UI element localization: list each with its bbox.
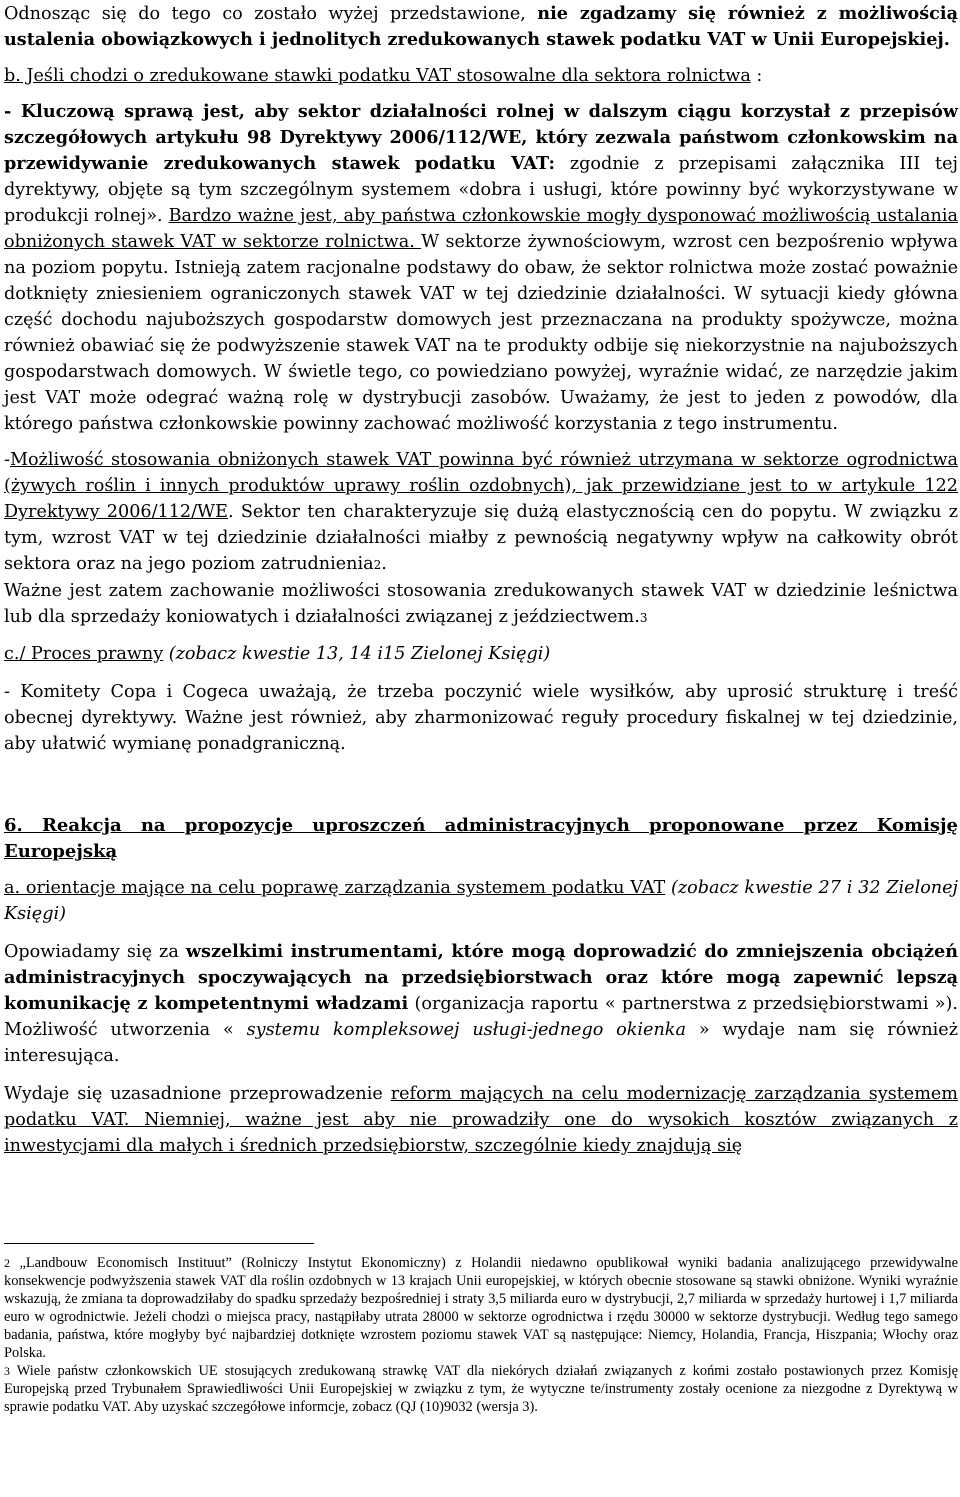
section-b-heading (4, 63, 958, 89)
intro-text: Odnosząc się do tego co zostało wyżej przedstawione, (4, 4, 538, 24)
section-b-text-1: zgodnie z przepisami załącznika III tej dyrektywy, objęte są tym szczególnym systemem «dobra i usługi, które powinny być wykorzystywane w produkcji rolnej». (4, 154, 958, 226)
section-c-paragraph (4, 679, 958, 757)
section-6a-heading-text: a. orientacje mające na celu poprawę zarządzania systemem podatku VAT (4, 878, 666, 898)
section-b-heading-text: b. Jeśli chodzi o zredukowane stawki podatku VAT stosowalne dla sektora rolnictwa (4, 66, 751, 86)
section-6-p2-underlined: reform mających na celu modernizację zarządzania systemem podatku VAT. Niemniej, ważne jest aby nie prowadziły one do wysokich kosztów związanych z inwestycjami dla małych i średnich przedsiębiorstw, szczególnie kiedy znajdują się (4, 1084, 958, 1156)
section-6a-heading-reference: (zobacz kwestie 27 i 32 Zielonej Księgi) (4, 878, 959, 924)
section-b-heading-colon: : (750, 66, 763, 86)
section-6a-heading (4, 875, 958, 927)
section-b-para2-dash: - (4, 450, 10, 470)
section-6-p1-italic: systemu kompleksowej usługi-jednego okienka (246, 1020, 686, 1040)
section-6-p1-mid: (organizacja raportu « partnerstwa z przedsiębiorstwami »). Możliwość utworzenia « (4, 994, 958, 1040)
section-c-heading-text: c./ Proces prawny (4, 644, 164, 664)
section-b-paragraph-1 (4, 99, 958, 437)
section-b-underlined-1: Bardzo ważne jest, aby państwa członkowskie mogły dysponować możliwością ustalania obniżonych stawek VAT w sektorze rolnictwa. (4, 206, 958, 252)
section-6-p1-pre: Opowiadamy się za (4, 942, 186, 962)
section-b-paragraph-2 (4, 447, 958, 578)
section-6-p1-bold: wszelkimi instrumentami, które mogą doprowadzić do zmniejszenia obciążeń administracyjnych spoczywających na przedsiębiorstwach oraz które mogą zapewnić lepszą komunikację z kompetentnymi władzami (4, 941, 959, 1014)
footnote-2-number: 2 (4, 1256, 10, 1270)
section-b-text-2: W sektorze żywnościowym, wzrost cen bezpośrenio wpływa na poziom popytu. Istnieją zatem racjonalne podstawy do obaw, że sektor rolnictwa może zostać poważnie dotknięty zniesieniem ograniczonych stawek VAT w tej dziedzinie działalności. W sytuacji kiedy główna część dochodu najuboższych gospodarstw domowych jest przeznaczana na produkty spożywcze, można również obawiać się że podwyższenie stawek VAT na te produkty odbije się niekorzystnie na najuboższych gospodarstwach domowych. W świetle tego, co powiedziano powyżej, wyraźnie widać, ze narzędzie jakim jest VAT może odegrać ważną rolę w dystrybucji zasobów. Uważamy, że jest to jeden z powodów, dla którego państwa członkowskie powinny zachować możliwość korzystania z tego instrumentu. (4, 232, 958, 434)
section-b-bold-lead: - Kluczową sprawą jest, aby sektor działalności rolnej w dalszym ciągu korzystał z przepisów szczegółowych artykułu 98 Dyrektywy 2006/112/WE, który zezwala państwom członkowskim na przewidywanie zredukowanych stawek podatku VAT: (4, 101, 958, 174)
footnote-ref-3[interactable]: 3 (639, 611, 648, 625)
intro-paragraph (4, 1, 958, 53)
section-c-heading-reference: (zobacz kwestie 13, 14 i15 Zielonej Księgi) (163, 644, 551, 664)
document-body (4, 0, 958, 1159)
intro-bold-text: nie zgadzamy się również z możliwością ustalenia obowiązkowych i jednolitych zredukowanych stawek podatku VAT w Unii Europejskiej. (4, 3, 958, 50)
section-b-para3-text: Ważne jest zatem zachowanie możliwości stosowania zredukowanych stawek VAT w dziedzinie leśnictwa lub dla sprzedaży koniowatych i działalności związanej z jeździectwem. (4, 581, 958, 627)
footnotes-area (4, 1243, 958, 1416)
section-b-para2-text: . Sektor ten charakteryzuje się dużą elastycznością cen do popytu. W związku z tym, wzrost VAT w tej dziedzinie działalności miałby z pewnością negatywny wpływ na całkowity obrót sektora oraz na jego poziom zatrudnienia (4, 502, 958, 574)
section-b-para2-tail: . (381, 554, 387, 574)
footnote-3-number: 3 (4, 1364, 10, 1378)
footnote-3 (4, 1362, 958, 1416)
footnote-2 (4, 1254, 958, 1362)
section-6-p2-pre: Wydaje się uzasadnione przeprowadzenie (4, 1084, 391, 1104)
section-6-paragraph-1 (4, 939, 958, 1069)
footnote-ref-2[interactable]: 2 (373, 558, 382, 572)
section-6-heading-text: 6. Reakcja na propozycje uproszczeń administracyjnych proponowane przez Komisję Europejską (4, 815, 958, 862)
section-c-heading (4, 641, 958, 667)
footnote-3-text: Wiele państw członkowskich UE stosujących zredukowaną strawkę VAT dla niekórych działań związanych z końmi zostało postawionych przez Komisję Europejską przed Trybunałem Sprawiedliwości Unii Europejskiej w związku z tym, że wytyczne te/instrumenty zostały ocenione za niezgodne z Dyrektywą w sprawie podatku VAT. Aby uzyskać szczegółowe informcje, zobacz (QJ (10)9032 (wersja 3). (4, 1363, 958, 1415)
section-6-p1-end: » wydaje nam się również interesująca. (4, 1020, 958, 1066)
section-6-heading (4, 813, 958, 865)
footnote-2-text: „Landbouw Economisch Instituut” (Rolniczy Instytut Ekonomiczny) z Holandii niedawno opublikował wyniki badania analizującego przewidywalne konsekwencje podwyższenia stawek VAT dla roślin ozdobnych w 13 krajach Unii europejskiej, w których obecnie stosowane są stawki obniżone. Wyniki wyraźnie wskazują, że zmiana ta doprowadziłaby do spadku sprzedaży bezpośredniej i straty 3,5 miliarda euro w dystrybucji, 2,7 miliarda w sprzedaży hurtowej i 1,7 miliarda euro w ogrodnictwie. Jeżeli chodzi o miejsca pracy, nastąpiłaby utrata 28000 w sektorze ogrodnictwa i rzędu 30000 w sektorze dystrybucji. Według tego samego badania, państwa, które mogłyby być najbardziej dotknięte wzrostem poziomu stawek VAT są następujące: Niemcy, Holandia, Francja, Hiszpania; Włochy oraz Polska. (4, 1255, 958, 1361)
section-b-para2-underlined: Możliwość stosowania obniżonych stawek VAT powinna być również utrzymana w sektorze ogrodnictwa (żywych roślin i innych produktów uprawy roślin ozdobnych), jak przewidziane jest to w artykule 122 Dyrektywy 2006/112/WE (4, 450, 958, 522)
section-b-paragraph-3 (4, 578, 958, 631)
footnote-separator (4, 1243, 314, 1244)
section-6-paragraph-2 (4, 1081, 958, 1159)
section-c-text: - Komitety Copa i Cogeca uważają, że trzeba poczynić wiele wysiłków, aby uprosić strukturę i treść obecnej dyrektywy. Ważne jest również, aby zharmonizować reguły procedury fiskalnej w tej dziedzinie, aby ułatwić wymianę ponadgraniczną. (4, 682, 958, 754)
